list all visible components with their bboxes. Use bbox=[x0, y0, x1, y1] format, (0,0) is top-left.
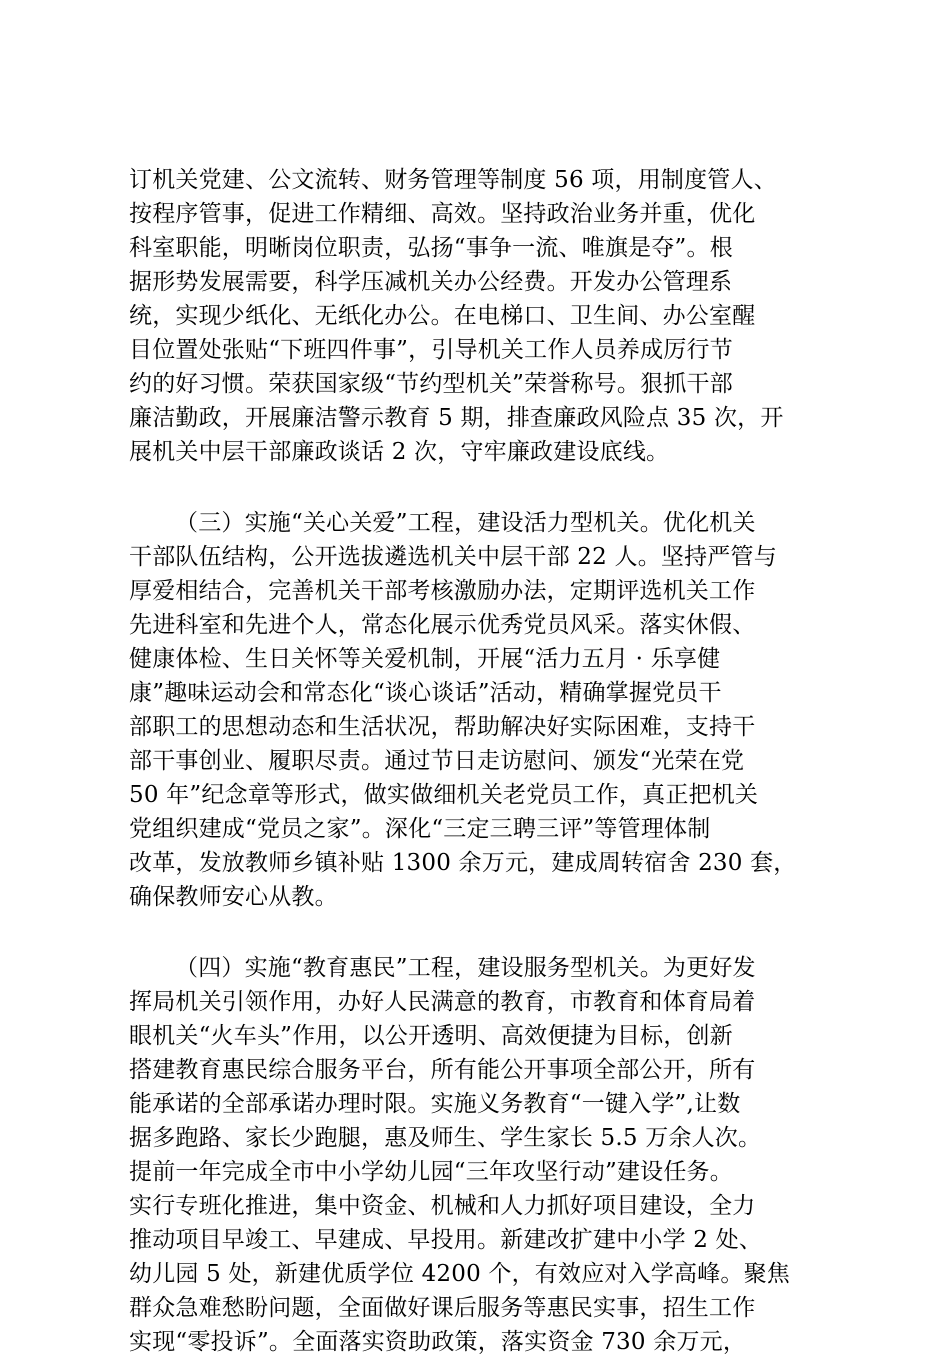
text-line: 改革，发放教师乡镇补贴 1300 余万元，建成周转宿舍 230 套， bbox=[129, 850, 797, 876]
text-line: 康”趣味运动会和常态化“谈心谈话”活动，精确掌握党员干 bbox=[129, 680, 722, 706]
text-line: 党组织建成“党员之家”。深化“三定三聘三评”等管理体制 bbox=[129, 816, 711, 842]
text-line: 群众急难愁盼问题，全面做好课后服务等惠民实事，招生工作 bbox=[129, 1295, 756, 1321]
paragraph-care-project bbox=[129, 506, 829, 914]
text-line: 先进科室和先进个人，常态化展示优秀党员风采。落实休假、 bbox=[129, 612, 756, 638]
paragraph-spacer bbox=[129, 914, 829, 951]
text-line: 据形势发展需要，科学压减机关办公经费。开发办公管理系 bbox=[129, 269, 733, 295]
text-line: 能承诺的全部承诺办理时限。实施义务教育“一键入学”,让数 bbox=[129, 1091, 741, 1117]
text-line: 眼机关“火车头”作用，以公开透明、高效便捷为目标，创新 bbox=[129, 1023, 733, 1049]
paragraph-education-benefit bbox=[129, 951, 829, 1359]
text-line: 幼儿园 5 处，新建优质学位 4200 个，有效应对入学高峰。聚焦 bbox=[129, 1261, 791, 1287]
text-line: 搭建教育惠民综合服务平台，所有能公开事项全部公开，所有 bbox=[129, 1057, 756, 1083]
text-line: 约的好习惯。荣获国家级“节约型机关”荣誉称号。狠抓干部 bbox=[129, 371, 733, 397]
text-line: （三）实施“关心关爱”工程，建设活力型机关。优化机关 bbox=[175, 510, 756, 536]
text-line: 按程序管事，促进工作精细、高效。坚持政治业务并重，优化 bbox=[129, 201, 756, 227]
text-line: 统，实现少纸化、无纸化办公。在电梯口、卫生间、办公室醒 bbox=[129, 303, 756, 329]
text-line: 厚爱相结合，完善机关干部考核激励办法，定期评选机关工作 bbox=[129, 578, 756, 604]
paragraph-spacer bbox=[129, 469, 829, 506]
text-line: （四）实施“教育惠民”工程，建设服务型机关。为更好发 bbox=[175, 955, 756, 981]
text-line: 廉洁勤政，开展廉洁警示教育 5 期，排查廉政风险点 35 次，开 bbox=[129, 405, 784, 431]
text-line: 目位置处张贴“下班四件事”，引导机关工作人员养成厉行节 bbox=[129, 337, 733, 363]
text-line: 提前一年完成全市中小学幼儿园“三年攻坚行动”建设任务。 bbox=[129, 1159, 733, 1185]
paragraph-institutional-management bbox=[129, 163, 829, 469]
text-line: 部干事创业、履职尽责。通过节日走访慰问、颁发“光荣在党 bbox=[129, 748, 745, 774]
text-line: 部职工的思想动态和生活状况，帮助解决好实际困难，支持干 bbox=[129, 714, 756, 740]
text-line: 订机关党建、公文流转、财务管理等制度 56 项，用制度管人、 bbox=[129, 167, 777, 193]
text-line: 科室职能，明晰岗位职责，弘扬“事争一流、唯旗是夺”。根 bbox=[129, 235, 733, 261]
text-line: 实行专班化推进，集中资金、机械和人力抓好项目建设，全力 bbox=[129, 1193, 756, 1219]
text-line: 健康体检、生日关怀等关爱机制，开展“活力五月 · 乐享健 bbox=[129, 646, 721, 672]
text-line: 推动项目早竣工、早建成、早投用。新建改扩建中小学 2 处、 bbox=[129, 1227, 763, 1253]
text-line: 展机关中层干部廉政谈话 2 次，守牢廉政建设底线。 bbox=[129, 439, 670, 465]
text-line: 据多跑路、家长少跑腿，惠及师生、学生家长 5.5 万余人次。 bbox=[129, 1125, 762, 1151]
text-line: 干部队伍结构，公开选拔遴选机关中层干部 22 人。坚持严管与 bbox=[129, 544, 777, 570]
text-line: 确保教师安心从教。 bbox=[129, 884, 338, 910]
text-line: 50 年”纪念章等形式，做实做细机关老党员工作，真正把机关 bbox=[129, 782, 759, 808]
text-line: 挥局机关引领作用，办好人民满意的教育，市教育和体育局着 bbox=[129, 989, 756, 1015]
document-body bbox=[129, 163, 829, 1359]
text-line: 实现“零投诉”。全面落实资助政策，落实资金 730 余万元， bbox=[129, 1329, 747, 1355]
